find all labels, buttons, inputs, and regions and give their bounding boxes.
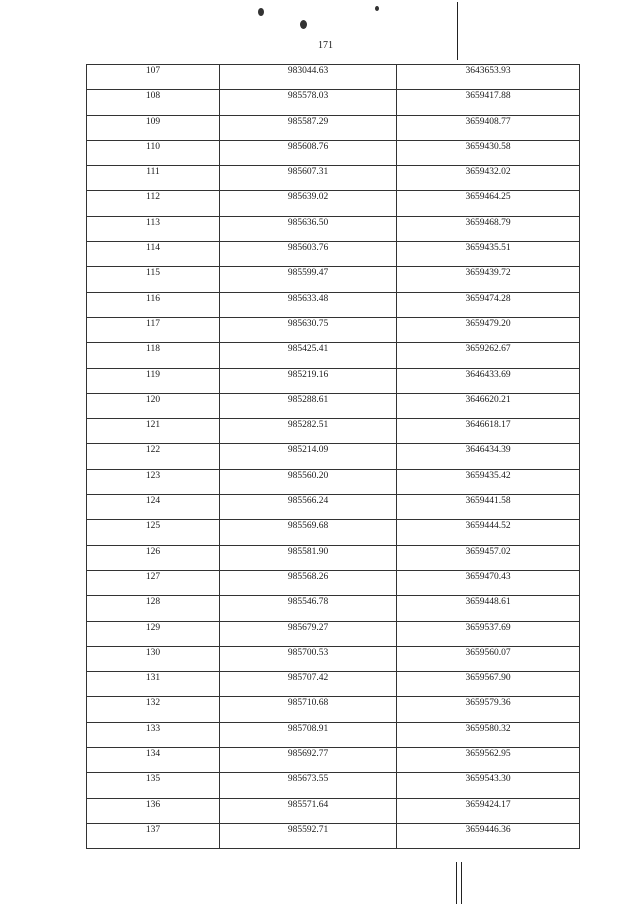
y-coordinate-cell: 3659580.32 xyxy=(397,722,580,747)
y-coordinate-cell: 3643653.93 xyxy=(397,65,580,90)
y-coordinate-cell: 3659424.17 xyxy=(397,798,580,823)
point-id-cell: 122 xyxy=(87,444,220,469)
table-row xyxy=(87,823,580,848)
y-coordinate-cell: 3659432.02 xyxy=(397,166,580,191)
x-coordinate-cell: 985288.61 xyxy=(220,393,397,418)
point-id-cell: 133 xyxy=(87,722,220,747)
y-coordinate-cell: 3659439.72 xyxy=(397,267,580,292)
x-coordinate-cell: 985592.71 xyxy=(220,823,397,848)
y-coordinate-cell: 3646620.21 xyxy=(397,393,580,418)
table-row xyxy=(87,343,580,368)
table-row xyxy=(87,596,580,621)
point-id-cell: 120 xyxy=(87,393,220,418)
table-row xyxy=(87,140,580,165)
y-coordinate-cell: 3659430.58 xyxy=(397,140,580,165)
x-coordinate-cell: 985569.68 xyxy=(220,520,397,545)
x-coordinate-cell: 985707.42 xyxy=(220,672,397,697)
table-row xyxy=(87,393,580,418)
x-coordinate-cell: 985636.50 xyxy=(220,216,397,241)
y-coordinate-cell: 3659479.20 xyxy=(397,317,580,342)
x-coordinate-cell: 985581.90 xyxy=(220,545,397,570)
x-coordinate-cell: 985608.76 xyxy=(220,140,397,165)
y-coordinate-cell: 3659474.28 xyxy=(397,292,580,317)
table-row xyxy=(87,646,580,671)
point-id-cell: 113 xyxy=(87,216,220,241)
y-coordinate-cell: 3659435.42 xyxy=(397,469,580,494)
point-id-cell: 137 xyxy=(87,823,220,848)
point-id-cell: 114 xyxy=(87,242,220,267)
y-coordinate-cell: 3659446.36 xyxy=(397,823,580,848)
point-id-cell: 129 xyxy=(87,621,220,646)
y-coordinate-cell: 3659464.25 xyxy=(397,191,580,216)
table-row xyxy=(87,115,580,140)
x-coordinate-cell: 985630.75 xyxy=(220,317,397,342)
point-id-cell: 134 xyxy=(87,748,220,773)
point-id-cell: 119 xyxy=(87,368,220,393)
point-id-cell: 126 xyxy=(87,545,220,570)
scan-speck xyxy=(375,6,379,11)
y-coordinate-cell: 3659543.30 xyxy=(397,773,580,798)
point-id-cell: 125 xyxy=(87,520,220,545)
point-id-cell: 128 xyxy=(87,596,220,621)
y-coordinate-cell: 3659567.90 xyxy=(397,672,580,697)
y-coordinate-cell: 3659444.52 xyxy=(397,520,580,545)
coordinates-table-body xyxy=(87,65,580,849)
x-coordinate-cell: 985214.09 xyxy=(220,444,397,469)
x-coordinate-cell: 983044.63 xyxy=(220,65,397,90)
table-row xyxy=(87,65,580,90)
table-row xyxy=(87,495,580,520)
x-coordinate-cell: 985571.64 xyxy=(220,798,397,823)
point-id-cell: 107 xyxy=(87,65,220,90)
table-row xyxy=(87,773,580,798)
point-id-cell: 124 xyxy=(87,495,220,520)
point-id-cell: 136 xyxy=(87,798,220,823)
x-coordinate-cell: 985568.26 xyxy=(220,570,397,595)
y-coordinate-cell: 3646618.17 xyxy=(397,419,580,444)
y-coordinate-cell: 3646433.69 xyxy=(397,368,580,393)
y-coordinate-cell: 3659417.88 xyxy=(397,90,580,115)
x-coordinate-cell: 985578.03 xyxy=(220,90,397,115)
point-id-cell: 135 xyxy=(87,773,220,798)
scan-binding-line-top xyxy=(457,2,458,60)
point-id-cell: 110 xyxy=(87,140,220,165)
y-coordinate-cell: 3659262.67 xyxy=(397,343,580,368)
table-row xyxy=(87,191,580,216)
table-row xyxy=(87,317,580,342)
point-id-cell: 132 xyxy=(87,697,220,722)
point-id-cell: 121 xyxy=(87,419,220,444)
x-coordinate-cell: 985679.27 xyxy=(220,621,397,646)
x-coordinate-cell: 985587.29 xyxy=(220,115,397,140)
table-row xyxy=(87,722,580,747)
table-row xyxy=(87,570,580,595)
point-id-cell: 130 xyxy=(87,646,220,671)
table-row xyxy=(87,444,580,469)
coordinates-table xyxy=(86,64,580,849)
table-row xyxy=(87,267,580,292)
y-coordinate-cell: 3659537.69 xyxy=(397,621,580,646)
table-row xyxy=(87,216,580,241)
scan-speck xyxy=(258,8,264,16)
table-row xyxy=(87,242,580,267)
x-coordinate-cell: 985639.02 xyxy=(220,191,397,216)
x-coordinate-cell: 985219.16 xyxy=(220,368,397,393)
scan-speck xyxy=(300,20,307,29)
x-coordinate-cell: 985599.47 xyxy=(220,267,397,292)
point-id-cell: 123 xyxy=(87,469,220,494)
y-coordinate-cell: 3659408.77 xyxy=(397,115,580,140)
y-coordinate-cell: 3659560.07 xyxy=(397,646,580,671)
x-coordinate-cell: 985633.48 xyxy=(220,292,397,317)
y-coordinate-cell: 3659579.36 xyxy=(397,697,580,722)
table-row xyxy=(87,672,580,697)
y-coordinate-cell: 3659457.02 xyxy=(397,545,580,570)
page-number: 171 xyxy=(318,40,333,51)
table-row xyxy=(87,545,580,570)
point-id-cell: 115 xyxy=(87,267,220,292)
point-id-cell: 118 xyxy=(87,343,220,368)
point-id-cell: 127 xyxy=(87,570,220,595)
x-coordinate-cell: 985700.53 xyxy=(220,646,397,671)
y-coordinate-cell: 3646434.39 xyxy=(397,444,580,469)
table-row xyxy=(87,748,580,773)
table-row xyxy=(87,621,580,646)
x-coordinate-cell: 985560.20 xyxy=(220,469,397,494)
table-row xyxy=(87,419,580,444)
table-row xyxy=(87,292,580,317)
point-id-cell: 117 xyxy=(87,317,220,342)
table-row xyxy=(87,697,580,722)
table-row xyxy=(87,520,580,545)
x-coordinate-cell: 985673.55 xyxy=(220,773,397,798)
y-coordinate-cell: 3659562.95 xyxy=(397,748,580,773)
point-id-cell: 111 xyxy=(87,166,220,191)
point-id-cell: 112 xyxy=(87,191,220,216)
point-id-cell: 116 xyxy=(87,292,220,317)
x-coordinate-cell: 985425.41 xyxy=(220,343,397,368)
scan-binding-line-bottom-left xyxy=(456,862,457,904)
x-coordinate-cell: 985692.77 xyxy=(220,748,397,773)
x-coordinate-cell: 985546.78 xyxy=(220,596,397,621)
y-coordinate-cell: 3659435.51 xyxy=(397,242,580,267)
y-coordinate-cell: 3659470.43 xyxy=(397,570,580,595)
point-id-cell: 108 xyxy=(87,90,220,115)
point-id-cell: 131 xyxy=(87,672,220,697)
x-coordinate-cell: 985607.31 xyxy=(220,166,397,191)
x-coordinate-cell: 985566.24 xyxy=(220,495,397,520)
x-coordinate-cell: 985282.51 xyxy=(220,419,397,444)
table-row xyxy=(87,166,580,191)
y-coordinate-cell: 3659468.79 xyxy=(397,216,580,241)
x-coordinate-cell: 985603.76 xyxy=(220,242,397,267)
point-id-cell: 109 xyxy=(87,115,220,140)
table-row xyxy=(87,798,580,823)
y-coordinate-cell: 3659448.61 xyxy=(397,596,580,621)
x-coordinate-cell: 985710.68 xyxy=(220,697,397,722)
table-row xyxy=(87,90,580,115)
scan-binding-line-bottom-right xyxy=(461,862,462,904)
y-coordinate-cell: 3659441.58 xyxy=(397,495,580,520)
table-row xyxy=(87,469,580,494)
x-coordinate-cell: 985708.91 xyxy=(220,722,397,747)
table-row xyxy=(87,368,580,393)
